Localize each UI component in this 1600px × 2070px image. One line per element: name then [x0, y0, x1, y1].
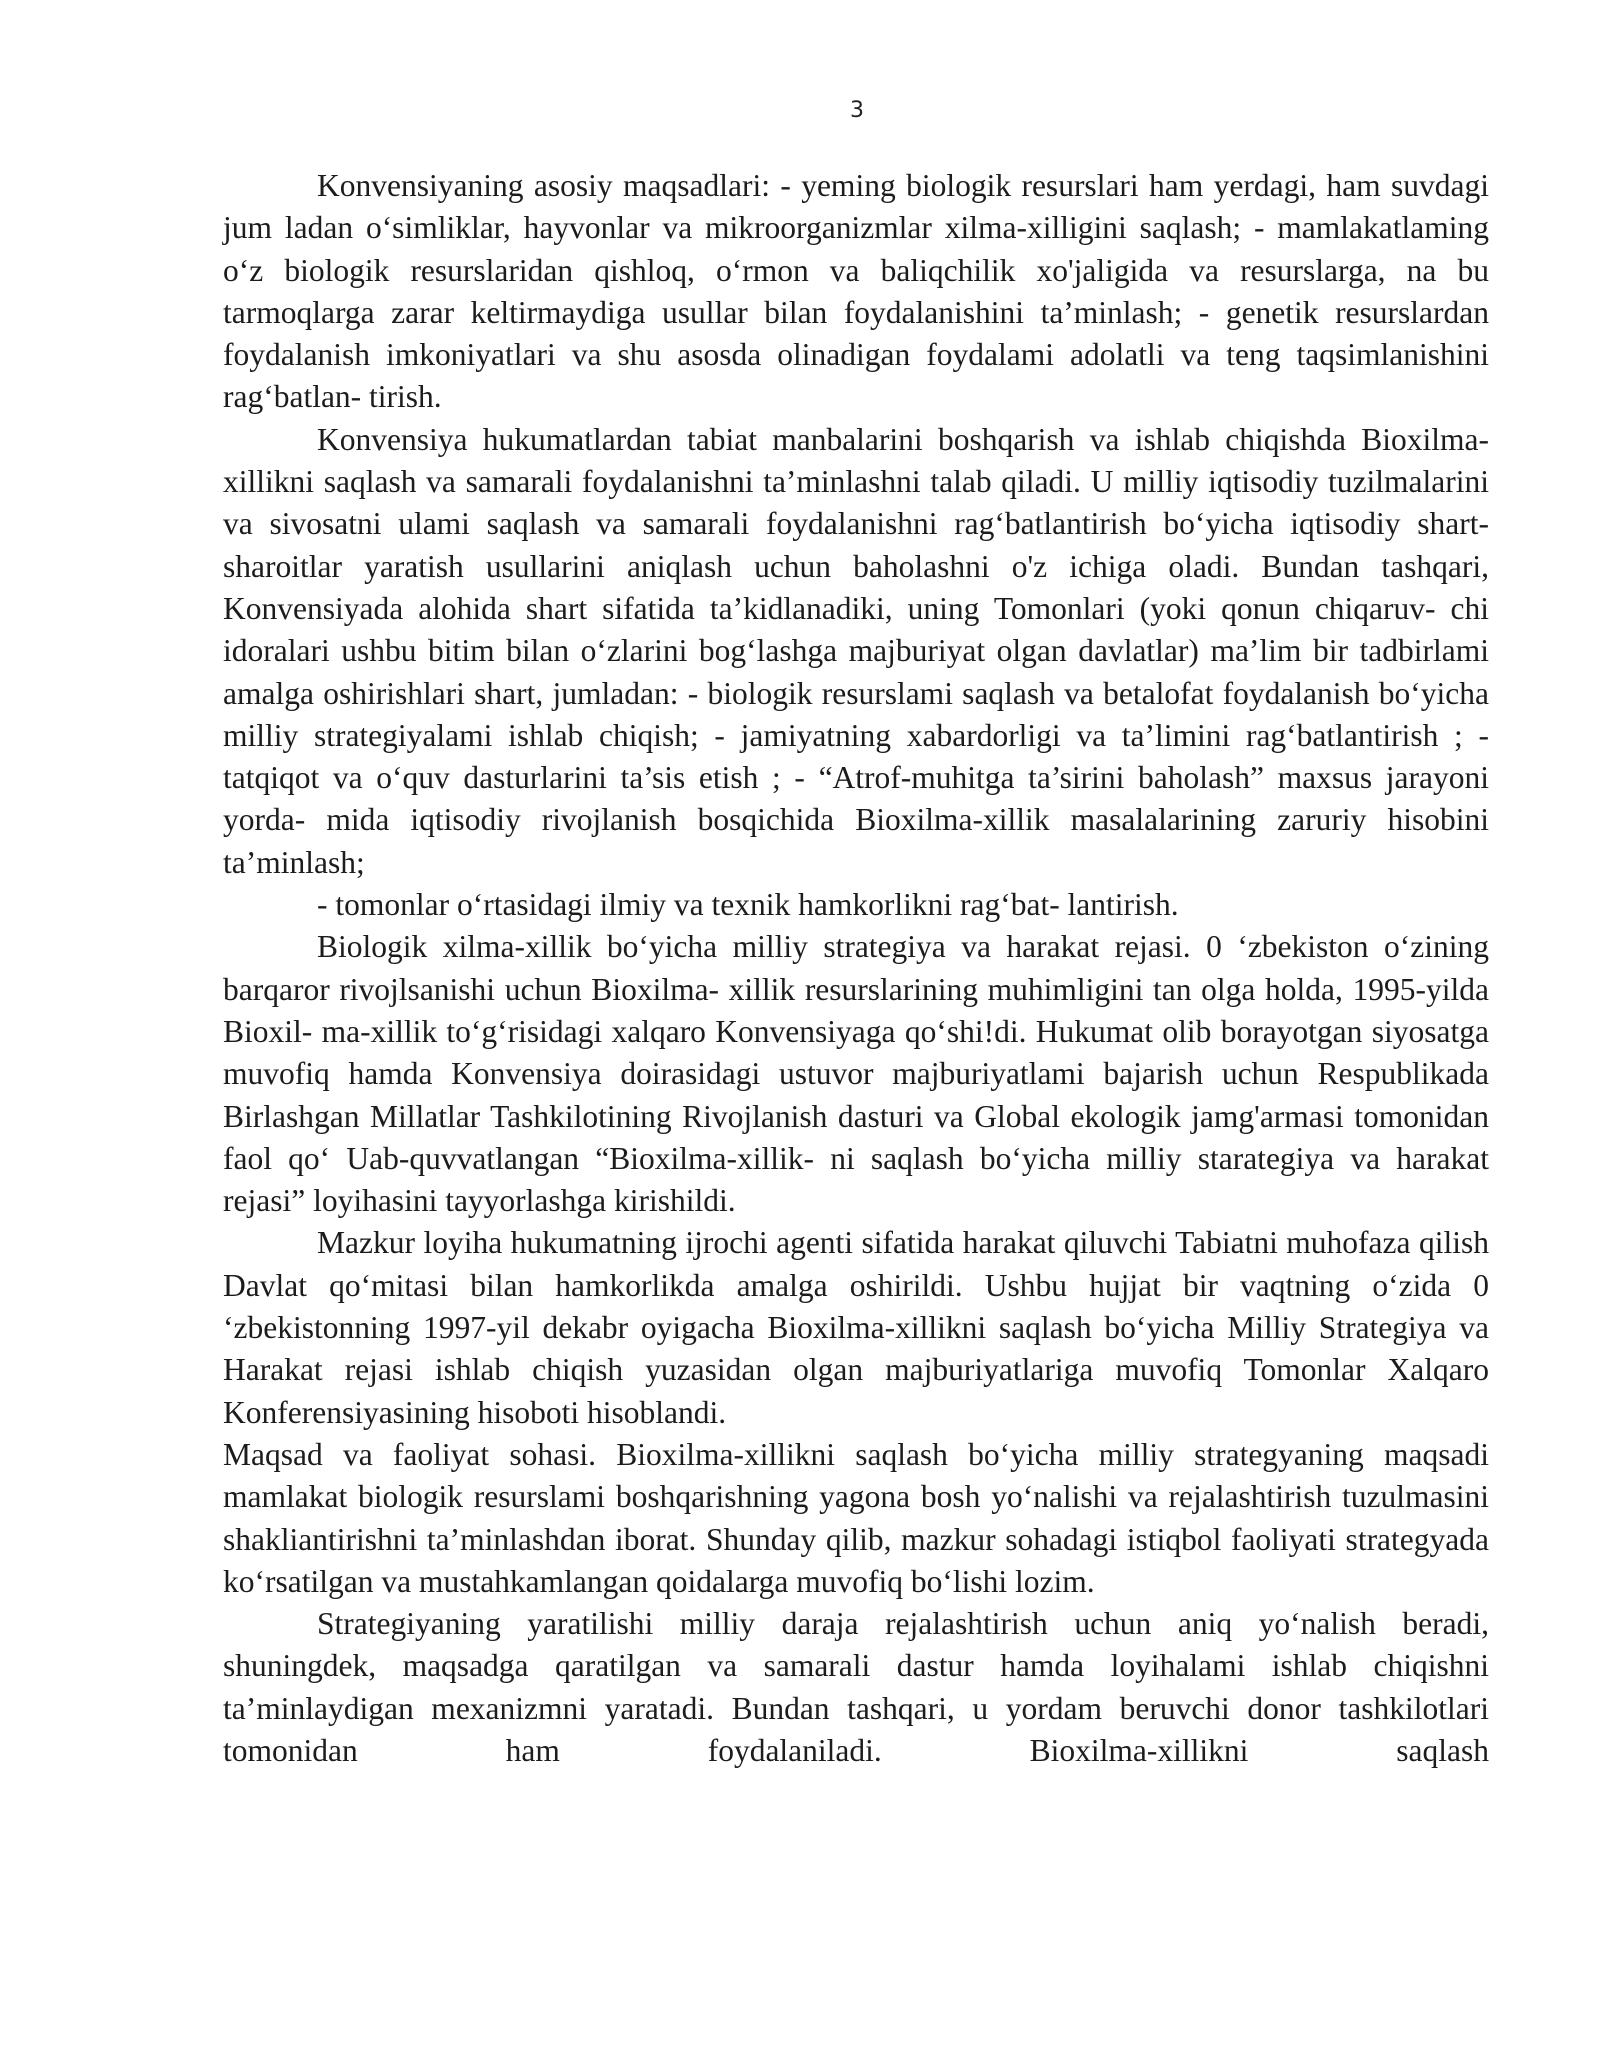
paragraph-strategy-creation: Strategiyaning yaratilishi milliy daraja rejalashtirish uchun aniq yo‘nalish beradi, shuningdek, maqsadga qaratilgan va samarali dastur hamda loyihalami ishlab chiqishni ta’minlaydigan mexanizmni yaratadi. Bundan tashqari, u yordam beruvchi donor tashkilotlari tomonidan ham foydalaniladi. Bioxilma-xillikni saqlash [223, 1606, 1489, 1768]
paragraph-national-strategy: Biologik xilma-xillik bo‘yicha milliy strategiya va harakat rejasi. 0 ‘zbekiston o‘zining barqaror rivojlsanishi uchun Bioxilma- xillik resurslarining muhimligini tan olga holda, 1995-yilda Bioxil- ma-xillik to‘g‘risidagi xalqaro Konvensiyaga qo‘shi!di. Hukumat olib borayotgan siyosatga muvofiq hamda Konvensiya doirasidagi ustuvor majburiyatlami bajarish uchun Respublikada Birlashgan Millatlar Tashkilotining Rivojlanish dasturi va Global ekologik jamg'armasi tomonidan faol qo‘ Uab-quvvatlangan “Bioxilma-xillik- ni saqlash bo‘yicha milliy starategiya va harakat rejasi” loyihasini tayyorlashga kirishildi. [223, 929, 1489, 1219]
page-number: 3 [850, 98, 864, 123]
paragraph-goal-and-scope: Maqsad va faoliyat sohasi. Bioxilma-xillikni saqlash bo‘yicha milliy strategyaning maqsadi mamlakat biologik resurslami boshqarishning yagona bosh yo‘nalishi va rejalashtirish tuzulmasini shakliantirishni ta’minlashdan iborat. Shunday qilib, mazkur sohadagi istiqbol faoliyati strategyada ko‘rsatilgan va mustahkamlangan qoidalarga muvofiq bo‘lishi lozim. [223, 1436, 1489, 1599]
paragraph-convention-requirements: Konvensiya hukumatlardan tabiat manbalarini boshqarish va ishlab chiqishda Bioxilma-xillikni saqlash va samarali foydalanishni ta’minlashni talab qiladi. U milliy iqtisodiy tuzilmalarini va sivosatni ulami saqlash va samarali foydalanishni rag‘batlantirish bo‘yicha iqtisodiy shart-sharoitlar yaratish usullarini aniqlash uchun baholashni o'z ichiga oladi. Bundan tashqari, Konvensiyada alohida shart sifatida ta’kidlanadiki, uning Tomonlari (yoki qonun chiqaruv- chi idoralari ushbu bitim bilan o‘zlarini bog‘lashga majburiyat olgan davlatlar) ma’lim bir tadbirlami amalga oshirishlari shart, jumladan: - biologik resurslami saqlash va betalofat foydalanish bo‘yicha milliy strategiyalami ishlab chiqish; - jamiyatning xabardorligi va ta’limini rag‘batlantirish ; - tatqiqot va o‘quv dasturlarini ta’sis etish ; - “Atrof-muhitga ta’sirini baholash” maxsus jarayoni yorda- mida iqtisodiy rivojlanish bosqichida Bioxilma-xillik masalalarining zaruriy hisobini ta’minlash; [223, 421, 1489, 880]
document-body [223, 165, 1489, 1772]
paragraph-cooperation-item: - tomonlar o‘rtasidagi ilmiy va texnik hamkorlikni rag‘bat- lantirish. [317, 887, 1179, 923]
paragraph-convention-goals: Konvensiyaning asosiy maqsadlari: - yeming biologik resurslari ham yerdagi, ham suvdagi jum ladan o‘simliklar, hayvonlar va mikroorganizmlar xilma-xilligini saqlash; - mamlakatlaming o‘z biologik resurslaridan qishloq, o‘rmon va baliqchilik xo'jaligida va resurslarga, na bu tarmoqlarga zarar keltirmaydiga usullar bilan foydalanishini ta’minlash; - genetik resurslardan foydalanish imkoniyatlari va shu asosda olinadigan foydalami adolatli va teng taqsimlanishini rag‘batlan- tirish. [223, 168, 1489, 415]
paragraph-project-implementation: Mazkur loyiha hukumatning ijrochi agenti sifatida harakat qiluvchi Tabiatni muhofaza qilish Davlat qo‘mitasi bilan hamkorlikda amalga oshirildi. Ushbu hujjat bir vaqtning o‘zida 0 ‘zbekistonning 1997-yil dekabr oyigacha Bioxilma-xillikni saqlash bo‘yicha Milliy Strategiya va Harakat rejasi ishlab chiqish yuzasidan olgan majburiyatlariga muvofiq Tomonlar Xalqaro Konferensiyasining hisoboti hisoblandi. [223, 1225, 1489, 1430]
